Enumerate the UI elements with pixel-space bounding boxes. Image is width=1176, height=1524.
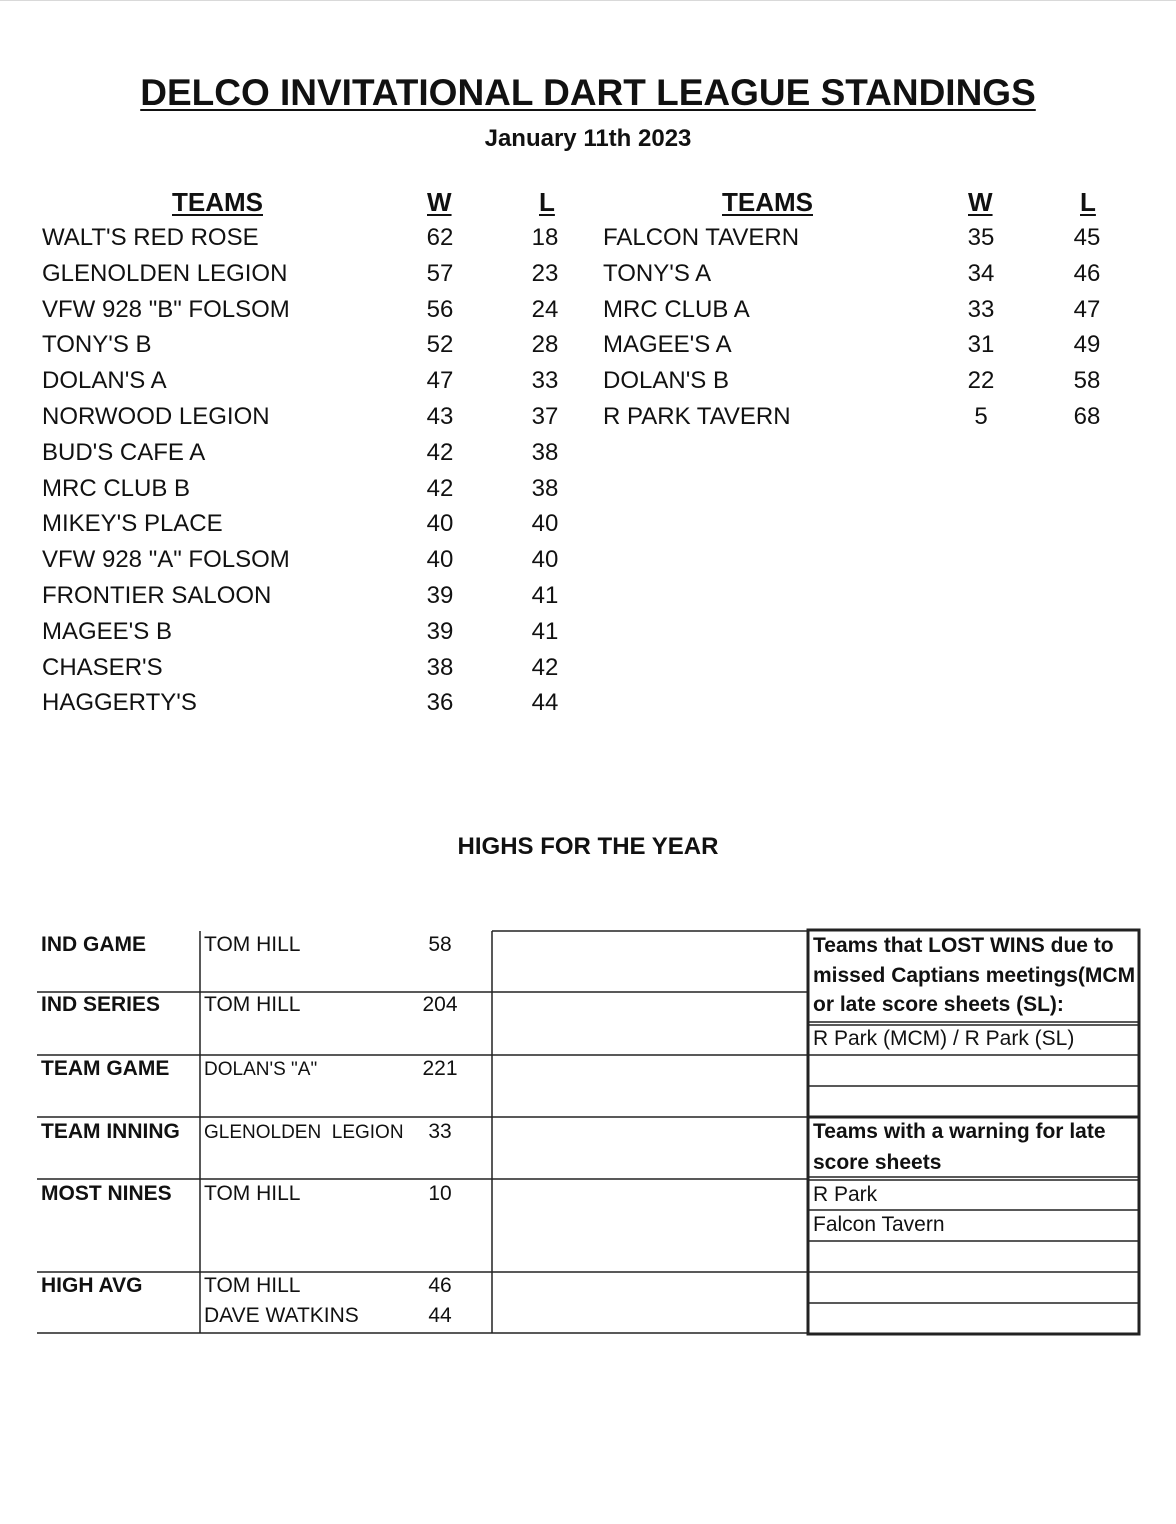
left-team-name: MIKEY'S PLACE	[42, 510, 223, 538]
left-team-name: MAGEE'S B	[42, 617, 172, 645]
highs-name-most-nines: TOM HILL	[204, 1182, 301, 1205]
left-l-value: 38	[531, 474, 559, 502]
left-team-name: VFW 928 "A" FOLSOM	[42, 546, 290, 574]
right-teams-header: TEAMS	[722, 187, 813, 217]
highs-name-ind-series: TOM HILL	[204, 993, 301, 1016]
left-w-header: W	[427, 187, 452, 217]
highs-title: HIGHS FOR THE YEAR	[457, 833, 719, 860]
highs-value-team-inning: 33	[428, 1120, 452, 1143]
highs-value-team-game: 221	[422, 1057, 458, 1080]
left-l-value: 44	[531, 689, 559, 717]
highs-category-team-game: TEAM GAME	[41, 1057, 170, 1080]
left-w-value: 39	[426, 582, 454, 609]
left-l-value: 40	[531, 546, 559, 574]
left-team-name: CHASER'S	[42, 653, 163, 681]
right-team-name: DOLAN'S B	[603, 367, 729, 395]
highs-value-ind-series: 204	[422, 993, 458, 1016]
left-team-name: NORWOOD LEGION	[42, 403, 270, 430]
lost-wins-heading-line3: or late score sheets (SL):	[813, 993, 1064, 1016]
left-team-name: HAGGERTY'S	[42, 689, 197, 717]
left-l-value: 33	[531, 367, 559, 395]
left-teams-header: TEAMS	[172, 187, 263, 217]
right-l-value: 46	[1073, 259, 1101, 287]
page-date: January 11th 2023	[484, 125, 692, 152]
right-w-value: 33	[967, 295, 995, 323]
highs-category-high-avg: HIGH AVG	[41, 1274, 143, 1297]
left-l-value: 41	[531, 582, 559, 609]
highs-name-team-inning: GLENOLDEN LEGION	[204, 1122, 404, 1143]
highs-value-most-nines: 10	[428, 1182, 452, 1205]
right-team-name: R PARK TAVERN	[603, 403, 791, 430]
left-l-value: 28	[531, 331, 559, 359]
right-l-value: 47	[1073, 295, 1101, 323]
lost-wins-entry: R Park (MCM) / R Park (SL)	[813, 1027, 1075, 1050]
left-l-value: 23	[531, 259, 559, 287]
highs-value-ind-game: 58	[428, 933, 452, 956]
right-w-value: 22	[967, 367, 995, 395]
lost-wins-heading-line1: Teams that LOST WINS due to	[813, 934, 1114, 957]
lost-wins-heading-line2: missed Captians meetings(MCM	[813, 964, 1136, 987]
left-w-value: 40	[426, 510, 454, 538]
left-l-value: 40	[531, 510, 559, 538]
right-team-name: MRC CLUB A	[603, 295, 750, 323]
highs-value-high-avg-1: 46	[428, 1274, 452, 1297]
right-w-value: 35	[967, 224, 995, 251]
left-w-value: 40	[426, 546, 454, 574]
left-team-name: VFW 928 "B" FOLSOM	[42, 295, 290, 323]
right-w-value: 34	[967, 259, 995, 287]
left-w-value: 42	[426, 438, 454, 466]
left-team-name: GLENOLDEN LEGION	[42, 259, 288, 287]
highs-value-high-avg-2: 44	[428, 1304, 452, 1327]
highs-name-ind-game: TOM HILL	[204, 933, 301, 956]
right-team-name: FALCON TAVERN	[603, 224, 800, 251]
left-w-value: 38	[426, 653, 454, 681]
left-w-value: 52	[426, 331, 454, 359]
left-l-value: 24	[531, 295, 559, 323]
left-w-value: 36	[426, 689, 454, 717]
left-w-value: 62	[426, 224, 454, 251]
left-team-name: TONY'S B	[42, 331, 152, 359]
highs-name-team-game: DOLAN'S "A"	[204, 1059, 318, 1080]
left-l-value: 38	[531, 438, 559, 466]
highs-category-most-nines: MOST NINES	[41, 1182, 172, 1205]
left-w-value: 42	[426, 474, 454, 502]
left-team-name: DOLAN'S A	[42, 367, 167, 395]
highs-category-ind-series: IND SERIES	[41, 993, 161, 1016]
right-w-value: 31	[967, 331, 995, 359]
warning-entry-2: Falcon Tavern	[813, 1213, 945, 1236]
left-w-value: 57	[426, 259, 454, 287]
left-team-name: FRONTIER SALOON	[42, 582, 272, 609]
right-w-header: W	[968, 187, 993, 217]
highs-category-ind-game: IND GAME	[41, 933, 146, 956]
left-l-header: L	[539, 187, 555, 217]
right-l-value: 49	[1073, 331, 1101, 359]
left-team-name: WALT'S RED ROSE	[42, 224, 259, 251]
highs-name-high-avg-1: TOM HILL	[204, 1274, 301, 1297]
left-team-name: MRC CLUB B	[42, 474, 191, 502]
left-w-value: 47	[426, 367, 454, 395]
page-title: DELCO INVITATIONAL DART LEAGUE STANDINGS	[140, 72, 1036, 113]
left-w-value: 56	[426, 295, 454, 323]
left-w-value: 39	[426, 617, 454, 645]
highs-name-high-avg-2: DAVE WATKINS	[204, 1304, 359, 1327]
right-l-value: 45	[1073, 224, 1101, 251]
warning-heading-line2: score sheets	[813, 1151, 942, 1174]
right-l-value: 68	[1073, 403, 1101, 430]
left-team-name: BUD'S CAFE A	[42, 438, 206, 466]
warning-heading-line1: Teams with a warning for late	[813, 1120, 1106, 1143]
right-team-name: TONY'S A	[603, 259, 712, 287]
left-l-value: 18	[531, 224, 559, 251]
left-w-value: 43	[426, 403, 454, 430]
right-w-value: 5	[974, 403, 988, 430]
left-l-value: 41	[531, 617, 559, 645]
left-l-value: 42	[531, 653, 559, 681]
right-l-header: L	[1080, 187, 1096, 217]
highs-category-team-inning: TEAM INNING	[41, 1120, 180, 1143]
left-l-value: 37	[531, 403, 559, 430]
warning-entry-1: R Park	[813, 1183, 878, 1206]
right-team-name: MAGEE'S A	[603, 331, 732, 359]
right-l-value: 58	[1073, 367, 1101, 395]
